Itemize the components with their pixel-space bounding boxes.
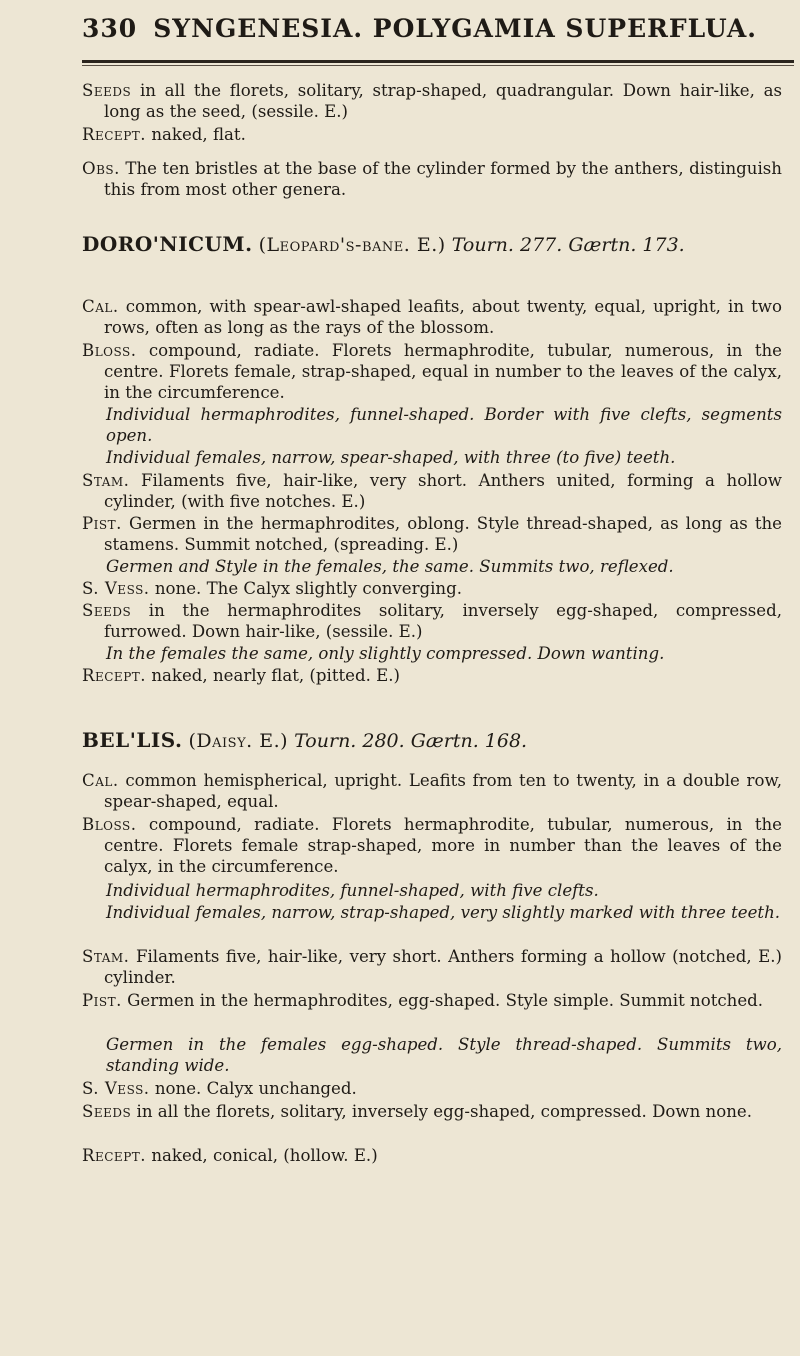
bellis-pistil: Pist. Germen in the hermaphrodites, egg-shaped. Style simple. Summit notched.	[82, 991, 764, 1010]
bellis-receptacle: Recept. naked, conical, (hollow. E.)	[82, 1146, 378, 1165]
doronicum-calyx: Cal. common, with spear-awl-shaped leafits, about twenty, equal, upright, in two rows, often as long as the rays of the blossom.	[82, 297, 782, 338]
genus-heading-doronicum: DORO'NICUM. (Leopard's-bane. E.) Tourn. 277. Gærtn. 173.	[82, 232, 685, 256]
page-number: 330	[82, 14, 138, 43]
doronicum-pistil: Pist. Germen in the hermaphrodites, oblong. Style thread-shaped, as long as the stamens. Summit notched, (spreading. E.)	[82, 514, 782, 555]
header-rule	[82, 60, 794, 63]
doronicum-seeds: Seeds in the hermaphrodites solitary, inversely egg-shaped, compressed, furrowed. Down hair-like, (sessile. E.)	[82, 601, 782, 642]
doronicum-blossom-hermaphrodites: Individual hermaphrodites, funnel-shaped. Border with five clefts, segments open.	[106, 405, 782, 446]
running-head	[82, 14, 782, 43]
doronicum-seed-vessel: S. Vess. none. The Calyx slightly converging.	[82, 579, 463, 598]
bellis-stamens: Stam. Filaments five, hair-like, very short. Anthers forming a hollow (notched, E.) cylinder.	[82, 947, 782, 988]
bellis-seed-vessel: S. Vess. none. Calyx unchanged.	[82, 1079, 357, 1098]
observation-paragraph: Obs. The ten bristles at the base of the cylinder formed by the anthers, distinguish this from most other genera.	[82, 159, 782, 200]
doronicum-blossom-females: Individual females, narrow, spear-shaped, with three (to five) teeth.	[106, 448, 676, 467]
bellis-blossom-females: Individual females, narrow, strap-shaped, very slightly marked with three teeth.	[106, 903, 781, 922]
seeds-paragraph: Seeds in all the florets, solitary, strap-shaped, quadrangular. Down hair-like, as long as the seed, (sessile. E.)	[82, 81, 782, 122]
doronicum-stamens: Stam. Filaments five, hair-like, very short. Anthers united, forming a hollow cylinder, (with five notches. E.)	[82, 471, 782, 512]
bellis-calyx: Cal. common hemispherical, upright. Leafits from ten to twenty, in a double row, spear-shaped, equal.	[82, 771, 782, 812]
header-rule-thin	[82, 65, 794, 66]
receptacle-paragraph: Recept. naked, flat.	[82, 125, 246, 144]
bellis-pistil-females: Germen in the females egg-shaped. Style thread-shaped. Summits two, standing wide.	[106, 1035, 782, 1076]
doronicum-pistil-females: Germen and Style in the females, the same. Summits two, reflexed.	[106, 557, 674, 576]
doronicum-blossom: Bloss. compound, radiate. Florets hermaphrodite, tubular, numerous, in the centre. Florets female, strap-shaped, equal in number to the leaves of the calyx, in the circumference.	[82, 341, 782, 403]
genus-heading-bellis: BEL'LIS. (Daisy. E.) Tourn. 280. Gærtn. 168.	[82, 728, 528, 752]
bellis-blossom: Bloss. compound, radiate. Florets hermaphrodite, tubular, numerous, in the centre. Florets female strap-shaped, more in number than the leaves of the calyx, in the circumference.	[82, 815, 782, 877]
doronicum-seeds-females: In the females the same, only slightly compressed. Down wanting.	[106, 644, 665, 663]
doronicum-receptacle: Recept. naked, nearly flat, (pitted. E.)	[82, 666, 401, 685]
bellis-seeds: Seeds in all the florets, solitary, inversely egg-shaped, compressed. Down none.	[82, 1102, 753, 1121]
bellis-blossom-hermaphrodites: Individual hermaphrodites, funnel-shaped, with five clefts.	[106, 881, 599, 900]
running-title: SYNGENESIA. POLYGAMIA SUPERFLUA.	[153, 14, 758, 43]
